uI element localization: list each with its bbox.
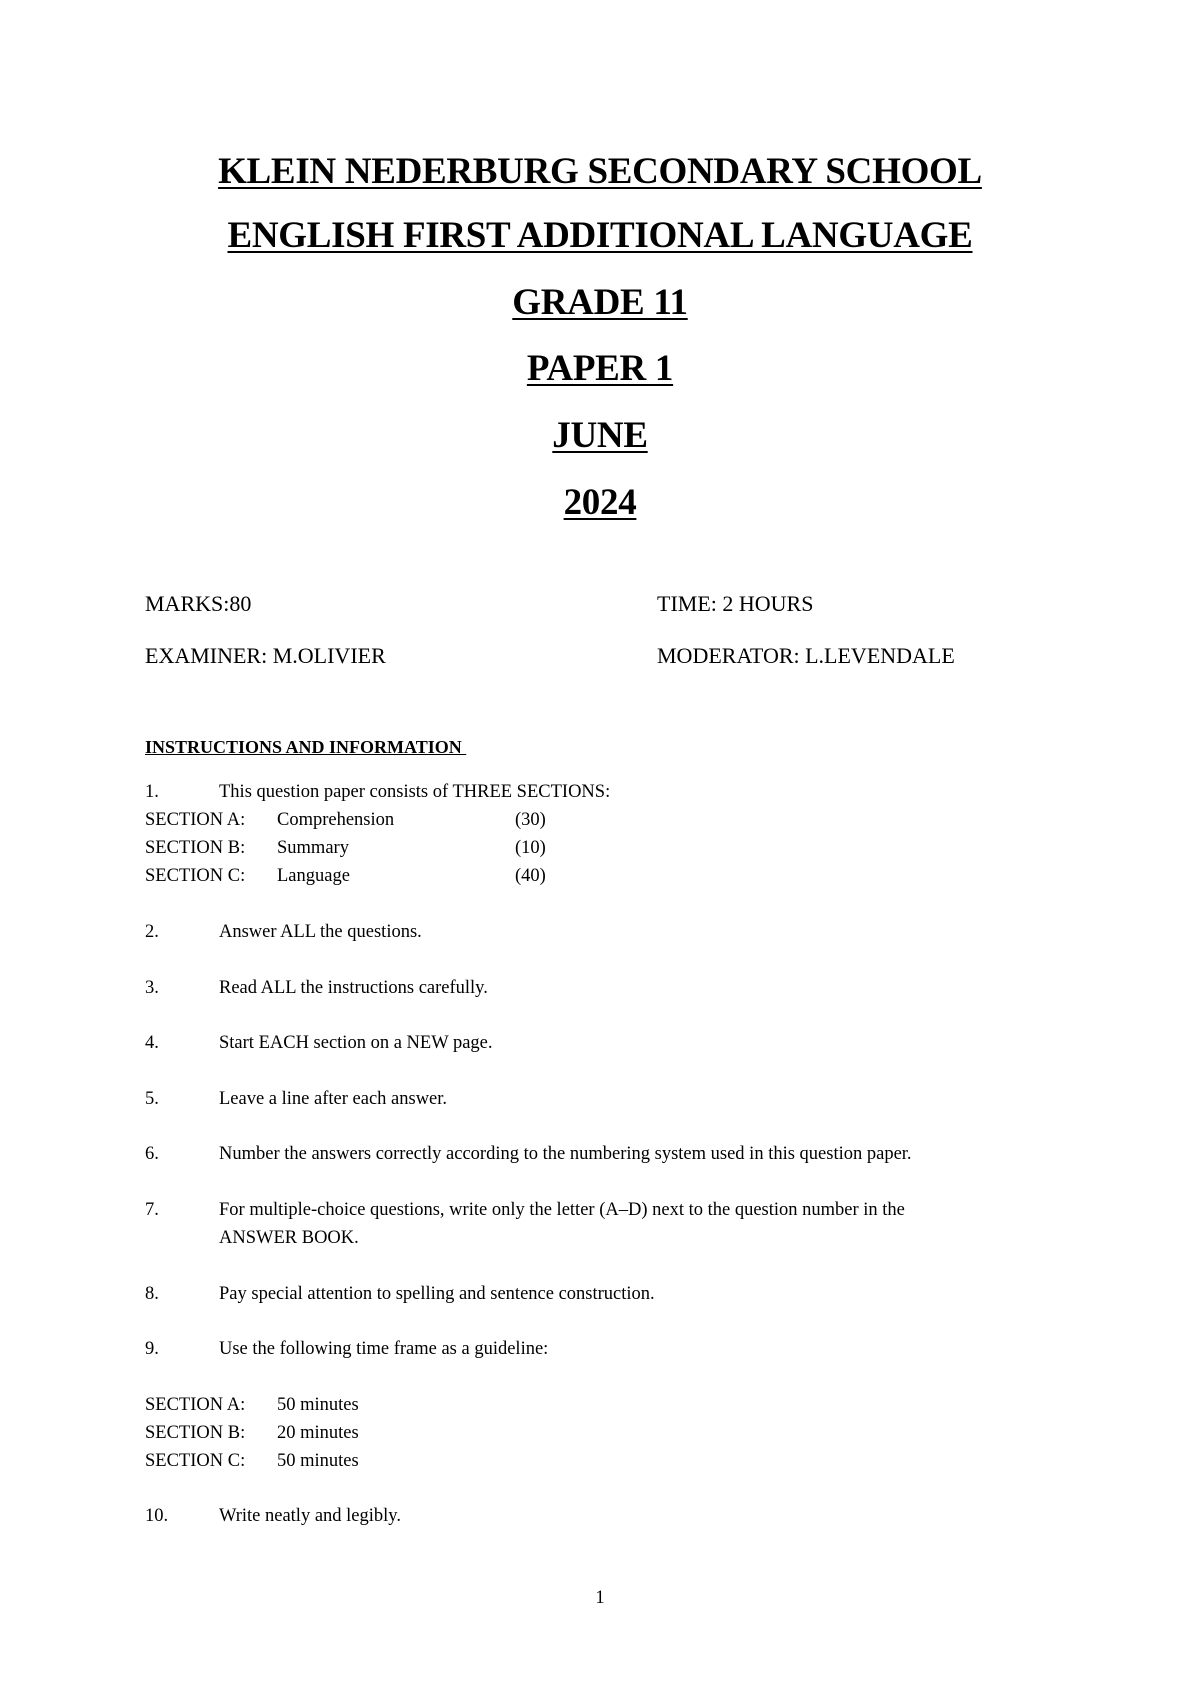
section-name: Language	[277, 866, 350, 886]
instruction-text: Answer ALL the questions.	[219, 922, 422, 942]
instruction-number: 2.	[145, 922, 159, 942]
examiner-label: EXAMINER: M.OLIVIER	[145, 643, 386, 668]
school-name: KLEIN NEDERBURG SECONDARY SCHOOL	[218, 151, 982, 192]
paper-title: PAPER 1	[526, 348, 674, 389]
instruction-number: 5.	[145, 1089, 159, 1109]
section-name: Summary	[277, 838, 349, 858]
section-marks: (30)	[515, 810, 546, 830]
instruction-text: Start EACH section on a NEW page.	[219, 1033, 493, 1053]
marks-label: MARKS:80	[145, 591, 252, 616]
section-marks: (10)	[515, 838, 546, 858]
instruction-number: 7.	[145, 1200, 159, 1220]
instruction-number: 10.	[145, 1506, 169, 1526]
timeframe-time: 50 minutes	[277, 1451, 359, 1471]
instruction-text-continued: ANSWER BOOK.	[219, 1228, 359, 1248]
page-number: 1	[595, 1588, 605, 1608]
section-label: SECTION A:	[145, 810, 246, 830]
section-label: SECTION C:	[145, 866, 246, 886]
section-name: Comprehension	[277, 810, 395, 830]
time-label: TIME: 2 HOURS	[657, 591, 814, 616]
instructions-heading: INSTRUCTIONS AND INFORMATION	[145, 737, 467, 757]
instruction-text: Number the answers correctly according to the numbering system used in this question paper.	[219, 1144, 912, 1164]
instruction-number: 4.	[145, 1033, 159, 1053]
instruction-number: 8.	[145, 1284, 159, 1304]
instruction-text: Leave a line after each answer.	[219, 1089, 448, 1109]
timeframe-label: SECTION C:	[145, 1451, 246, 1471]
instruction-number: 3.	[145, 978, 159, 998]
section-label: SECTION B:	[145, 838, 246, 858]
instruction-text: Pay special attention to spelling and sentence construction.	[219, 1284, 655, 1304]
instruction-number: 6.	[145, 1144, 159, 1164]
instruction-number: 1.	[145, 782, 159, 802]
subject-title: ENGLISH FIRST ADDITIONAL LANGUAGE	[227, 215, 973, 256]
timeframe-label: SECTION B:	[145, 1423, 246, 1443]
section-marks: (40)	[515, 866, 546, 886]
month-title: JUNE	[552, 415, 648, 456]
timeframe-label: SECTION A:	[145, 1395, 246, 1415]
year-title: 2024	[563, 482, 637, 523]
timeframe-time: 50 minutes	[277, 1395, 359, 1415]
grade-title: GRADE 11	[512, 282, 688, 323]
instruction-text: Use the following time frame as a guideline:	[219, 1339, 549, 1359]
instruction-text: Write neatly and legibly.	[219, 1506, 401, 1526]
timeframe-time: 20 minutes	[277, 1423, 359, 1443]
instruction-number: 9.	[145, 1339, 159, 1359]
instruction-text: Read ALL the instructions carefully.	[219, 978, 488, 998]
instruction-text: For multiple-choice questions, write only the letter (A–D) next to the question number in the	[219, 1200, 905, 1220]
moderator-label: MODERATOR: L.LEVENDALE	[657, 643, 955, 668]
instruction-text: This question paper consists of THREE SECTIONS:	[219, 782, 611, 802]
